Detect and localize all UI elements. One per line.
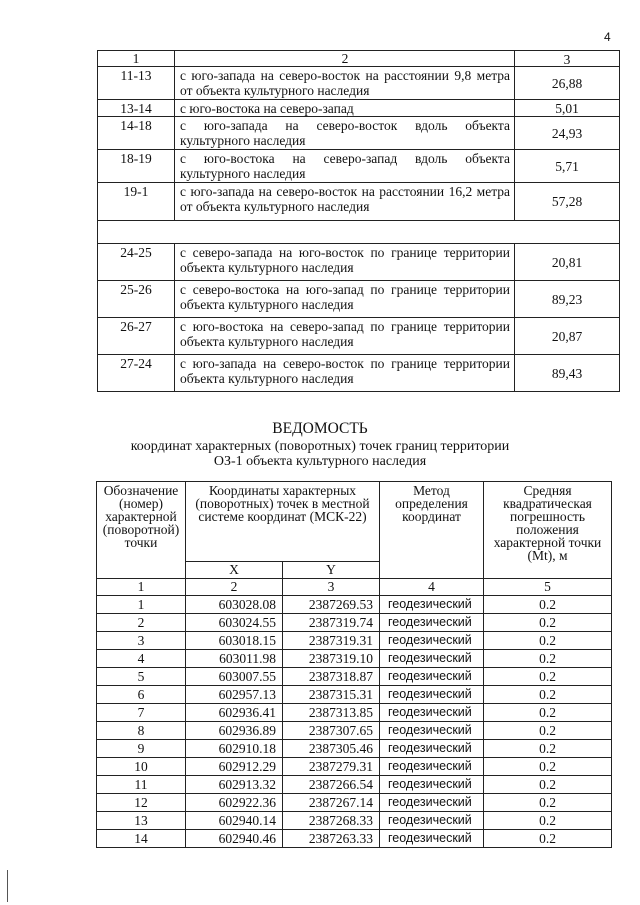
point-number: 10: [97, 758, 186, 776]
error-value: 0.2: [484, 650, 612, 668]
segment-points: 25-26: [98, 281, 175, 318]
column-index-row: [97, 579, 612, 596]
x-coordinate: 603007.55: [186, 668, 283, 686]
error-header: Средняя квадратическая погрешность положения характерной точки (Mt), м: [484, 482, 612, 579]
point-number: 7: [97, 704, 186, 722]
table-row: [97, 704, 612, 722]
x-coordinate: 602940.14: [186, 812, 283, 830]
method-value: геодезический: [380, 668, 484, 686]
segment-description: с юго-запада на северо-восток на расстоянии 16,2 метра от объекта культурного наследия: [175, 183, 515, 221]
table-row: [98, 183, 620, 221]
error-value: 0.2: [484, 758, 612, 776]
table-row: [97, 650, 612, 668]
table-row: [97, 722, 612, 740]
point-number: 6: [97, 686, 186, 704]
coordinates-table: [96, 481, 612, 848]
table-row: [98, 150, 620, 183]
point-number: 3: [97, 632, 186, 650]
method-value: геодезический: [380, 794, 484, 812]
x-coordinate: 603011.98: [186, 650, 283, 668]
y-coordinate: 2387307.65: [283, 722, 380, 740]
column-index-3: 3: [515, 51, 620, 67]
coordinates-header: Координаты характерных (поворотных) точек в местной системе координат (МСК-22): [186, 482, 380, 562]
table-row: [97, 632, 612, 650]
point-number: 11: [97, 776, 186, 794]
error-value: 0.2: [484, 704, 612, 722]
method-value: геодезический: [380, 614, 484, 632]
point-number: 8: [97, 722, 186, 740]
point-number: 5: [97, 668, 186, 686]
table-row: [98, 67, 620, 100]
y-coordinate: 2387267.14: [283, 794, 380, 812]
segment-points: 11-13: [98, 67, 175, 100]
error-value: 0.2: [484, 668, 612, 686]
column-index-1: 1: [98, 51, 175, 67]
table-row: [97, 812, 612, 830]
table-row: [98, 281, 620, 318]
segment-points: 18-19: [98, 150, 175, 183]
error-value: 0.2: [484, 812, 612, 830]
point-number: 9: [97, 740, 186, 758]
segment-distance: 26,88: [515, 67, 620, 100]
method-value: геодезический: [380, 740, 484, 758]
x-coordinate: 603018.15: [186, 632, 283, 650]
error-value: 0.2: [484, 722, 612, 740]
x-coordinate: 602922.36: [186, 794, 283, 812]
column-index: 2: [186, 579, 283, 596]
table-row: [97, 758, 612, 776]
table-row: [97, 794, 612, 812]
segment-distance: 57,28: [515, 183, 620, 221]
y-coordinate: 2387319.10: [283, 650, 380, 668]
segment-description: с юго-запада на северо-восток вдоль объекта культурного наследия: [175, 117, 515, 150]
statement-subtitle-line2: ОЗ-1 объекта культурного наследия: [213, 454, 427, 469]
blank-cell: [98, 221, 620, 244]
segment-points: 13-14: [98, 100, 175, 117]
point-number: 2: [97, 614, 186, 632]
point-number: 1: [97, 596, 186, 614]
segment-distance: 89,23: [515, 281, 620, 318]
y-coordinate: 2387266.54: [283, 776, 380, 794]
table-row: [98, 100, 620, 117]
table-row: [97, 668, 612, 686]
error-value: 0.2: [484, 632, 612, 650]
table-row: [97, 776, 612, 794]
table-row: [98, 355, 620, 392]
page-number: 4: [604, 30, 611, 44]
segment-description: с северо-востока на юго-запад по границе территории объекта культурного наследия: [175, 281, 515, 318]
segment-distance: 5,71: [515, 150, 620, 183]
error-value: 0.2: [484, 830, 612, 848]
y-coordinate: 2387268.33: [283, 812, 380, 830]
margin-mark: [7, 870, 8, 902]
y-coordinate: 2387319.74: [283, 614, 380, 632]
table-row: [98, 117, 620, 150]
y-coordinate: 2387313.85: [283, 704, 380, 722]
x-coordinate: 602936.41: [186, 704, 283, 722]
column-index-2: 2: [175, 51, 515, 67]
x-coordinate: 602913.32: [186, 776, 283, 794]
point-number: 14: [97, 830, 186, 848]
column-index: 5: [484, 579, 612, 596]
error-value: 0.2: [484, 614, 612, 632]
point-number-header: Обозначение (номер) характерной (поворотной) точки: [97, 482, 186, 579]
error-value: 0.2: [484, 794, 612, 812]
x-coordinate: 602940.46: [186, 830, 283, 848]
table-row: [97, 686, 612, 704]
column-index: 4: [380, 579, 484, 596]
method-value: геодезический: [380, 704, 484, 722]
x-coordinate: 602912.29: [186, 758, 283, 776]
table-row: [98, 244, 620, 281]
point-number: 4: [97, 650, 186, 668]
column-index: 3: [283, 579, 380, 596]
segment-description: с юго-запада на северо-восток по границе территории объекта культурного наследия: [175, 355, 515, 392]
method-value: геодезический: [380, 686, 484, 704]
segment-points: 27-24: [98, 355, 175, 392]
table-row: [97, 740, 612, 758]
table-row: [98, 318, 620, 355]
point-number: 12: [97, 794, 186, 812]
x-coordinate: 603024.55: [186, 614, 283, 632]
x-coordinate: 602957.13: [186, 686, 283, 704]
y-coordinate: 2387315.31: [283, 686, 380, 704]
y-coordinate: 2387279.31: [283, 758, 380, 776]
method-value: геодезический: [380, 758, 484, 776]
segment-distance: 5,01: [515, 100, 620, 117]
y-coordinate: 2387305.46: [283, 740, 380, 758]
method-value: геодезический: [380, 830, 484, 848]
x-coordinate: 603028.08: [186, 596, 283, 614]
segment-points: 26-27: [98, 318, 175, 355]
table-row: [97, 596, 612, 614]
statement-subtitle-line1: координат характерных (поворотных) точек границ территории: [130, 439, 510, 454]
method-value: геодезический: [380, 722, 484, 740]
segment-distance: 89,43: [515, 355, 620, 392]
x-coordinate: 602936.89: [186, 722, 283, 740]
boundary-segments-table: [97, 50, 620, 392]
method-header: Метод определения координат: [380, 482, 484, 579]
segment-description: с юго-запада на северо-восток на расстоянии 9,8 метра от объекта культурного наследия: [175, 67, 515, 100]
segment-distance: 20,81: [515, 244, 620, 281]
y-coordinate: 2387269.53: [283, 596, 380, 614]
table-header-row: [97, 482, 612, 562]
method-value: геодезический: [380, 650, 484, 668]
y-coordinate: 2387263.33: [283, 830, 380, 848]
segment-description: с юго-востока на северо-запад: [175, 100, 515, 117]
segment-description: с юго-востока на северо-запад по границе территории объекта культурного наследия: [175, 318, 515, 355]
method-value: геодезический: [380, 632, 484, 650]
y-coordinate: 2387318.87: [283, 668, 380, 686]
error-value: 0.2: [484, 740, 612, 758]
segment-points: 24-25: [98, 244, 175, 281]
point-number: 13: [97, 812, 186, 830]
error-value: 0.2: [484, 596, 612, 614]
error-value: 0.2: [484, 686, 612, 704]
segment-distance: 20,87: [515, 318, 620, 355]
blank-separator-row: [98, 221, 620, 244]
y-coordinate: 2387319.31: [283, 632, 380, 650]
method-value: геодезический: [380, 812, 484, 830]
y-column-label: Y: [283, 561, 380, 578]
statement-title: ВЕДОМОСТЬ: [272, 420, 368, 437]
segment-points: 19-1: [98, 183, 175, 221]
column-index: 1: [97, 579, 186, 596]
method-value: геодезический: [380, 776, 484, 794]
table-row: [97, 614, 612, 632]
table-row: [97, 830, 612, 848]
error-value: 0.2: [484, 776, 612, 794]
x-column-label: X: [186, 561, 283, 578]
segment-description: с северо-запада на юго-восток по границе территории объекта культурного наследия: [175, 244, 515, 281]
method-value: геодезический: [380, 596, 484, 614]
segment-distance: 24,93: [515, 117, 620, 150]
segment-points: 14-18: [98, 117, 175, 150]
table-header-row: [98, 51, 620, 67]
x-coordinate: 602910.18: [186, 740, 283, 758]
segment-description: с юго-востока на северо-запад вдоль объекта культурного наследия: [175, 150, 515, 183]
